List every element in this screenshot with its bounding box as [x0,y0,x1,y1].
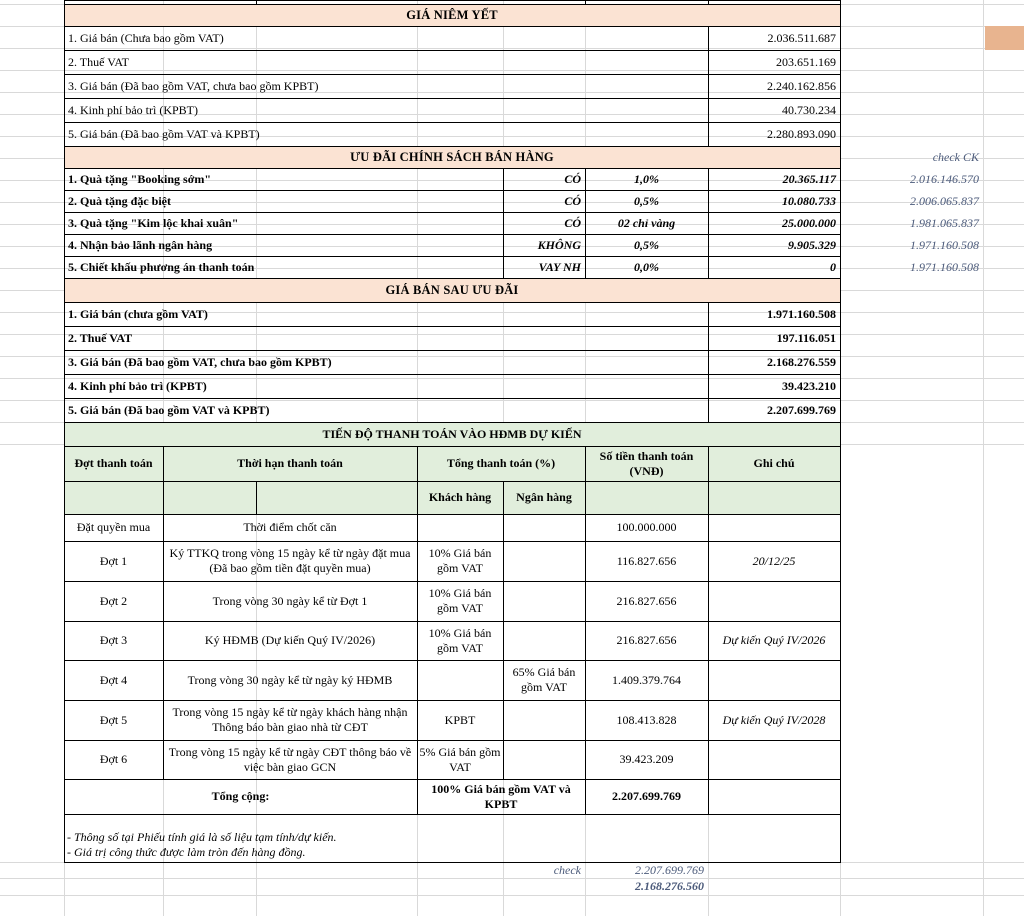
schedule-phase[interactable]: Đợt 4 [99,672,128,687]
schedule-customer-pct[interactable]: 10% Giá bán gồm VAT [428,586,492,615]
promo-row-amount[interactable]: 9.905.329 [788,237,836,252]
sheet-gridline [0,878,1024,879]
table-border [64,0,65,863]
after-row-value[interactable]: 2.207.699.769 [767,402,836,417]
promo-row-amount[interactable]: 25.000.000 [782,215,836,230]
orange-marker-cell[interactable] [985,26,1024,50]
after-row-value[interactable]: 2.168.276.559 [767,354,836,369]
footer-check-label[interactable]: check [553,862,581,877]
table-border [585,168,586,279]
note-line: - Thông số tại Phiếu tính giá là số liệu tạm tính/dự kiến. [67,830,337,844]
schedule-phase[interactable]: Đợt 1 [99,553,128,568]
promo-row-check[interactable]: 2.016.146.570 [910,171,979,186]
table-border [64,779,841,780]
promo-row-rate[interactable]: 0,5% [634,193,659,208]
schedule-amount[interactable]: 100.000.000 [616,520,677,534]
total-note-empty[interactable] [708,779,840,814]
promo-row-label[interactable]: 1. Quà tặng "Booking sớm" [68,171,211,186]
listed-row-value[interactable]: 2.240.162.856 [767,78,836,93]
table-border [64,122,841,123]
table-border [64,541,841,542]
schedule-customer-pct[interactable]: KPBT [444,712,476,727]
table-border [64,4,841,5]
listed-row-value[interactable]: 2.036.511.687 [767,30,836,45]
footer-check-value[interactable]: 2.207.699.769 [635,862,704,877]
table-border [708,168,709,279]
schedule-note[interactable] [708,660,840,700]
table-border [503,481,504,780]
table-border [585,0,586,5]
table-border [64,212,841,213]
schedule-term[interactable]: Trong vòng 15 ngày kể từ ngày CĐT thông báo về việc bàn giao GCN [168,744,412,774]
promo-row-amount[interactable]: 0 [830,259,836,274]
schedule-phase[interactable]: Đợt 2 [99,593,128,608]
table-border [256,0,257,5]
schedule-bank-pct[interactable] [503,581,585,621]
promo-row-label[interactable]: 2. Quà tặng đặc biệt [68,193,172,208]
table-border [417,446,418,815]
check-ck-header[interactable]: check CK [932,149,979,164]
after-row-label[interactable]: 2. Thuế VAT [68,330,133,345]
promo-row-flag[interactable]: VAY NH [538,259,581,274]
promo-row-rate[interactable]: 0,5% [634,237,659,252]
schedule-term[interactable]: Trong vòng 30 ngày kể từ ngày ký HĐMB [187,672,393,687]
schedule-amount[interactable]: 108.413.828 [616,712,677,727]
promo-row-rate[interactable]: 1,0% [634,171,659,186]
listed-row-value[interactable]: 2.280.893.090 [767,126,836,141]
table-border [585,446,586,815]
schedule-term[interactable]: Trong vòng 30 ngày kể từ Đợt 1 [212,593,368,608]
promo-row-check[interactable]: 2.006.065.837 [910,193,979,208]
listed-price-header[interactable]: GIÁ NIÊM YẾT [64,4,840,26]
after-row-label[interactable]: 1. Giá bán (chưa gồm VAT) [68,306,208,321]
table-border [708,0,709,5]
table-border [64,814,841,815]
table-border [64,581,841,582]
table-border [64,621,841,622]
table-border [840,0,841,863]
table-border [64,74,841,75]
schedule-phase[interactable]: Đợt 3 [99,633,128,647]
promo-row-flag[interactable]: CÓ [564,193,581,208]
total-label[interactable]: Tổng cộng: [211,789,270,803]
schedule-amount[interactable]: 1.409.379.764 [612,672,681,687]
table-border [64,446,841,447]
table-border [64,422,841,423]
promo-row-flag[interactable]: CÓ [564,171,581,186]
table-border [64,26,841,27]
table-border [64,168,841,169]
table-border [64,190,841,191]
col-note-header[interactable]: Ghi chú [708,446,840,481]
subheader-empty[interactable] [163,481,256,514]
footer-check-value-2[interactable]: 2.168.276.560 [635,879,704,893]
schedule-note[interactable] [708,740,840,779]
schedule-bank-pct[interactable] [503,514,585,541]
table-border [64,146,841,147]
after-row-label[interactable]: 5. Giá bán (Đã bao gồm VAT và KPBT) [68,402,270,417]
promo-row-label[interactable]: 3. Quà tặng "Kim lộc khai xuân" [68,215,239,230]
schedule-customer-pct[interactable]: 10% Giá bán gồm VAT [428,625,492,655]
promo-row-label[interactable]: 5. Chiết khấu phương án thanh toán [68,259,255,274]
table-border [64,0,841,1]
col-phase-header[interactable]: Đợt thanh toán [64,446,163,481]
after-row-value[interactable]: 39.423.210 [782,378,836,393]
schedule-header[interactable]: TIẾN ĐỘ THANH TOÁN VÀO HĐMB DỰ KIẾN [64,422,840,446]
schedule-term[interactable]: Trong vòng 15 ngày kể từ ngày khách hàng nhận Thông báo bàn giao nhà từ CĐT [172,705,408,734]
listed-row-label[interactable]: 1. Giá bán (Chưa bao gồm VAT) [68,30,224,45]
schedule-phase[interactable]: Đợt 5 [99,712,128,727]
total-amount[interactable]: 2.207.699.769 [612,789,681,803]
schedule-amount[interactable]: 39.423.209 [619,752,674,766]
table-border [64,740,841,741]
listed-row-label[interactable]: 5. Giá bán (Đã bao gồm VAT và KPBT) [68,126,260,141]
listed-row-value[interactable]: 203.651.169 [776,54,836,69]
listed-row-label[interactable]: 4. Kinh phí bảo trì (KPBT) [68,102,198,117]
schedule-note[interactable]: 20/12/25 [752,553,796,568]
schedule-customer-pct[interactable]: 5% Giá bán gồm VAT [419,744,501,774]
schedule-term[interactable]: Ký HĐMB (Dự kiến Quý IV/2026) [204,633,376,647]
schedule-term[interactable]: Ký TTKQ trong vòng 15 ngày kể từ ngày đặt mua (Đã bao gồm tiền đặt quyền mua) [169,546,411,575]
listed-row-value[interactable]: 40.730.234 [782,102,836,117]
schedule-amount[interactable]: 216.827.656 [616,633,677,647]
promo-row-rate[interactable]: 02 chỉ vàng [617,215,676,230]
schedule-bank-pct[interactable] [503,700,585,740]
schedule-note[interactable]: Dự kiến Quý IV/2028 [722,712,826,727]
promotion-header[interactable]: ƯU ĐÃI CHÍNH SÁCH BÁN HÀNG [64,146,840,168]
after-row-value[interactable]: 197.116.051 [776,330,836,345]
table-border [64,481,841,482]
table-border [708,26,709,147]
schedule-customer-pct[interactable]: 10% Giá bán gồm VAT [428,546,492,575]
promo-row-rate[interactable]: 0,0% [634,259,659,274]
schedule-bank-pct[interactable]: 65% Giá bán gồm VAT [512,665,576,694]
promo-row-amount[interactable]: 10.080.733 [782,193,836,208]
schedule-bank-pct[interactable] [503,621,585,660]
total-pct[interactable]: 100% Giá bán gồm VAT và KPBT [431,781,571,811]
notes-box[interactable] [64,814,840,862]
promo-row-flag[interactable]: KHÔNG [537,237,581,252]
table-border [708,302,709,423]
table-border [163,446,164,780]
promo-row-label[interactable]: 4. Nhận bảo lãnh ngân hàng [68,237,213,252]
promo-row-check[interactable]: 1.981.065.837 [910,215,979,230]
table-border [64,350,841,351]
col-term-header[interactable]: Thời hạn thanh toán [163,446,417,481]
schedule-phase[interactable]: Đợt 6 [99,752,128,766]
col-customer-header[interactable]: Khách hàng [417,481,503,514]
table-border [64,660,841,661]
table-border [64,302,841,303]
listed-row-label[interactable]: 2. Thuế VAT [68,54,130,69]
col-bank-header[interactable]: Ngân hàng [503,481,585,514]
table-border [256,481,257,515]
table-border [64,374,841,375]
table-border [64,278,841,279]
after-row-label[interactable]: 3. Giá bán (Đã bao gồm VAT, chưa bao gồm KPBT) [68,354,332,369]
table-border [64,398,841,399]
table-border [708,446,709,815]
schedule-note[interactable]: Dự kiến Quý IV/2026 [722,633,826,647]
table-border [64,98,841,99]
schedule-phase[interactable]: Đặt quyền mua [76,520,151,534]
note-line: - Giá trị công thức được làm tròn đến hàng đồng. [67,845,306,859]
schedule-customer-pct[interactable] [417,514,503,541]
table-border [503,168,504,279]
table-border [64,234,841,235]
sheet-gridline [983,0,984,916]
after-row-value[interactable]: 1.971.160.508 [767,306,836,321]
promo-row-check[interactable]: 1.971.160.508 [910,237,979,252]
table-border [64,700,841,701]
col-total-pct-header[interactable]: Tổng thanh toán (%) [417,446,585,481]
schedule-amount[interactable]: 116.827.656 [616,553,677,568]
subheader-empty[interactable] [64,481,163,514]
after-row-label[interactable]: 4. Kinh phí bảo trì (KPBT) [68,378,207,393]
table-border [64,256,841,257]
subheader-empty[interactable] [708,481,840,514]
sheet-gridline [0,895,1024,896]
schedule-bank-pct[interactable] [503,541,585,581]
schedule-bank-pct[interactable] [503,740,585,779]
table-border [64,50,841,51]
promo-row-amount[interactable]: 20.365.117 [782,171,836,186]
subheader-empty[interactable] [256,481,417,514]
listed-row-label[interactable]: 3. Giá bán (Đã bao gồm VAT, chưa bao gồm KPBT) [68,78,319,93]
table-border [64,326,841,327]
schedule-amount[interactable]: 216.827.656 [616,593,677,608]
schedule-note[interactable] [708,581,840,621]
promo-row-flag[interactable]: CÓ [564,215,581,230]
after-discount-header[interactable]: GIÁ BÁN SAU ƯU ĐÃI [64,278,840,302]
promo-row-check[interactable]: 1.971.160.508 [910,259,979,274]
col-amount-header[interactable]: Số tiền thanh toán (VNĐ) [585,446,708,481]
table-border [64,862,841,863]
schedule-customer-pct[interactable] [417,660,503,700]
table-border [64,514,841,515]
schedule-note[interactable] [708,514,840,541]
schedule-term[interactable]: Thời điểm chốt căn [243,520,337,534]
subheader-empty[interactable] [585,481,708,514]
